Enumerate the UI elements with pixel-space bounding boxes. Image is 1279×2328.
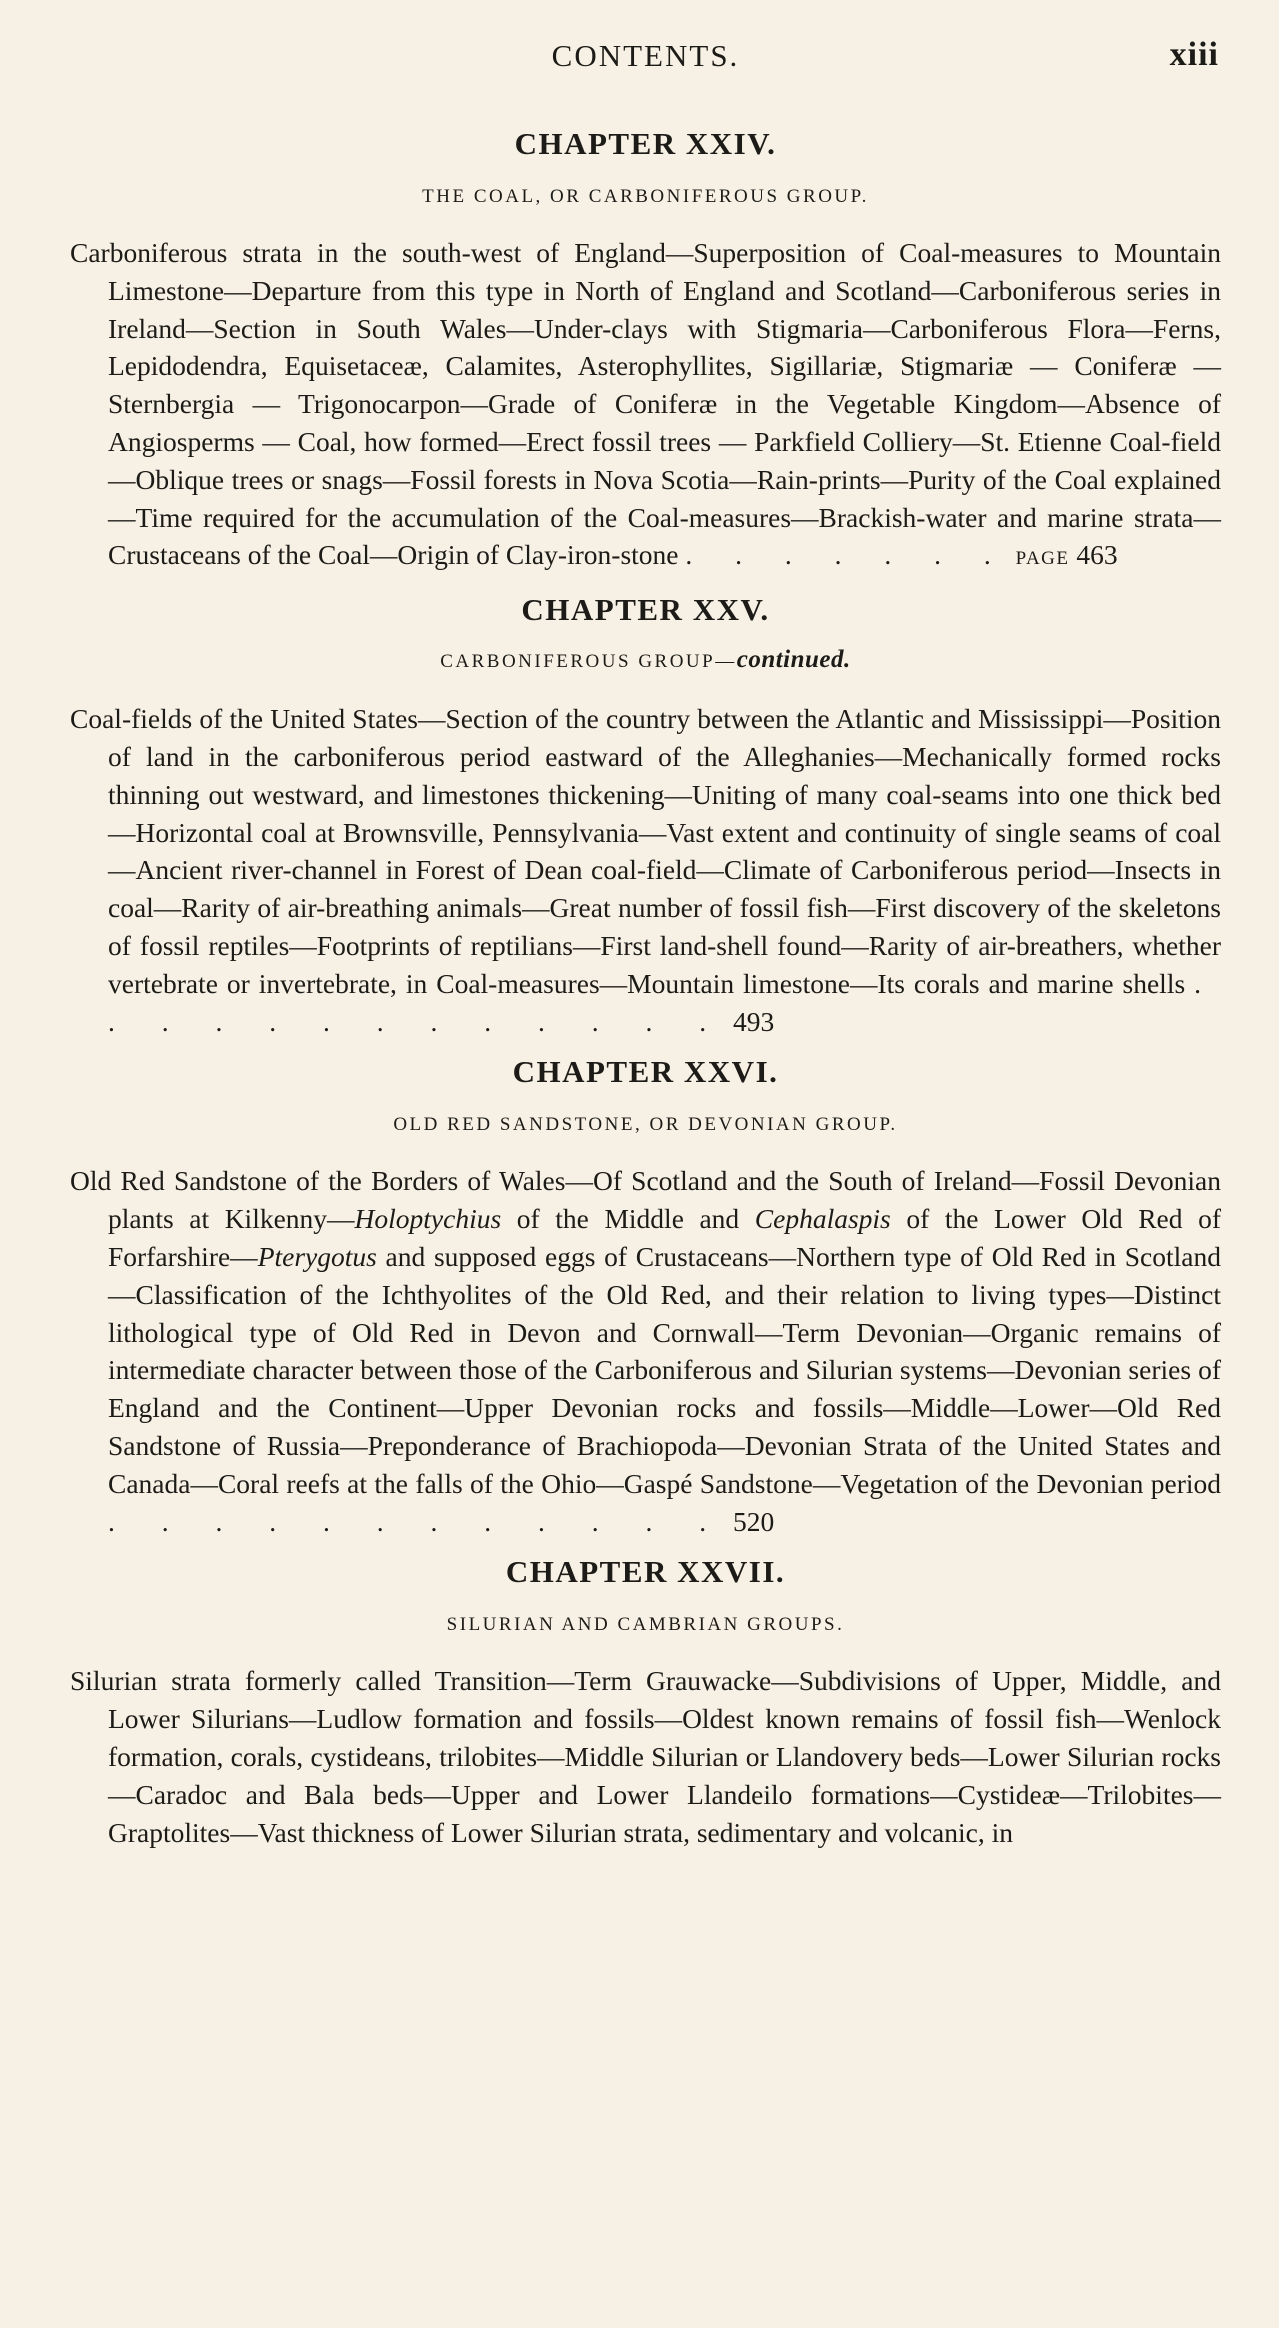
chapter-subtitle: THE COAL, OR CARBONIFEROUS GROUP. bbox=[422, 186, 869, 207]
chapter-xxvi bbox=[70, 1054, 1221, 1540]
summary-text: of the Middle and bbox=[501, 1203, 755, 1235]
summary-text: Carboniferous strata in the south-west of England—Superposition of Coal-measures to Mountain Limestone—Departure from this type in North of England and Scotland—Carboniferous series in Ireland—Section in South Wales—Under-clays with Stigmaria—Carboniferous Flora—Ferns, Lepidodendra, Equisetaceæ, Calamites, Asterophyllites, Sigillariæ, Stigmariæ — Coniferæ — Sternbergia — Trigonocarpon—Grade of Coniferæ in the Vegetable Kingdom—Absence of Angiosperms — Coal, how formed—Erect fossil trees — Parkfield Colliery—St. Etienne Coal-field—Oblique trees or snags—Fossil forests in Nova Scotia—Rain-prints—Purity of the Coal explained—Time required for the accumulation of the Coal-measures—Brackish-water and marine strata—Crustaceans of the Coal—Origin of Clay-iron-stone bbox=[70, 237, 1221, 571]
chapter-xxiv bbox=[70, 126, 1221, 578]
genus-name: Holoptychius bbox=[354, 1203, 502, 1235]
summary-text: of the Lower Old Red of Forfarshire— bbox=[108, 1203, 1221, 1272]
genus-name: Cephalaspis bbox=[754, 1203, 891, 1235]
dot-leader: . . . . . . . . . . . . . bbox=[108, 967, 1222, 1037]
genus-name: Pterygotus bbox=[257, 1240, 377, 1272]
chapter-xxvii bbox=[70, 1554, 1221, 1851]
page-number: xiii bbox=[1169, 36, 1219, 73]
chapter-summary bbox=[70, 1162, 1221, 1540]
chapter-heading: CHAPTER XXV. bbox=[521, 592, 770, 628]
chapter-xxv bbox=[70, 592, 1221, 1040]
chapter-summary bbox=[70, 234, 1221, 578]
page-reference bbox=[1016, 539, 1118, 570]
chapter-heading: CHAPTER XXVI. bbox=[512, 1054, 779, 1090]
dot-leader: . . . . . . . . . . . . bbox=[108, 1505, 727, 1537]
subtitle-text: CARBONIFEROUS GROUP— bbox=[440, 651, 737, 673]
summary-text: Silurian strata formerly called Transition—Term Grauwacke—Subdivisions of Upper, Middle, and Lower Silurians—Ludlow formation and fossils—Oldest known remains of fossil fish—Wenlock formation, corals, cystideans, trilobites—Middle Silurian or Llandovery beds—Lower Silurian rocks—Caradoc and Bala beds—Upper and Lower Llandeilo formations—Cystideæ—Trilobites—Graptolites—Vast thickness of Lower Silurian strata, sedimentary and volcanic, in bbox=[70, 1665, 1221, 1848]
page-value: 520 bbox=[733, 1505, 775, 1537]
subtitle-italic: continued. bbox=[736, 646, 851, 674]
running-head bbox=[70, 32, 1221, 80]
chapter-heading: CHAPTER XXIV. bbox=[514, 126, 777, 161]
chapter-subtitle bbox=[70, 646, 1221, 674]
chapter-summary bbox=[70, 1662, 1221, 1851]
running-title: CONTENTS. bbox=[551, 38, 740, 73]
summary-text: Coal-fields of the United States—Section of the country between the Atlantic and Mississippi—Position of land in the carboniferous period eastward of the Alleghanies—Mechanically formed rocks thinning out westward, and limestones thickening—Uniting of many coal-seams into one thick bed—Horizontal coal at Brownsville, Pennsylvania—Vast extent and continuity of single seams of coal—Ancient river-channel in Forest of Dean coal-field—Climate of Carboniferous period—Insects in coal—Rarity of air-breathing animals—Great number of fossil fish—First discovery of the skeletons of fossil reptiles—Footprints of reptilians—First land-shell found—Rarity of air-breathers, whether vertebrate or invertebrate, in Coal-measures—Mountain limestone—Its corals and marine shells bbox=[70, 703, 1221, 999]
page-value: 493 bbox=[733, 1005, 775, 1037]
chapter-subtitle: SILURIAN AND CAMBRIAN GROUPS. bbox=[446, 1614, 845, 1636]
page-label: PAGE bbox=[1015, 548, 1070, 570]
summary-text: Old Red Sandstone of the Borders of Wales—Of Scotland and the South of Ireland—Fossil Devonian plants at Kilkenny— bbox=[70, 1165, 1221, 1235]
dot-leader: . . . . . . . bbox=[685, 539, 1009, 571]
chapter-summary bbox=[70, 700, 1221, 1040]
page-value: 463 bbox=[1076, 539, 1118, 571]
chapter-heading: CHAPTER XXVII. bbox=[505, 1554, 786, 1590]
chapter-subtitle: OLD RED SANDSTONE, OR DEVONIAN GROUP. bbox=[393, 1114, 898, 1136]
summary-text: and supposed eggs of Crustaceans—Northern type of Old Red in Scotland—Classification of the Ichthyolites of the Old Red, and their relation to living types—Distinct lithological type of Old Red in Devon and Cornwall—Term Devonian—Organic remains of intermediate character between those of the Carboniferous and Silurian systems—Devonian series of England and the Continent—Upper Devonian rocks and fossils—Middle—Lower—Old Red Sandstone of Russia—Preponderance of Brachiopoda—Devonian Strata of the United States and Canada—Coral reefs at the falls of the Ohio—Gaspé Sandstone—Vegetation of the Devonian period bbox=[108, 1240, 1221, 1499]
